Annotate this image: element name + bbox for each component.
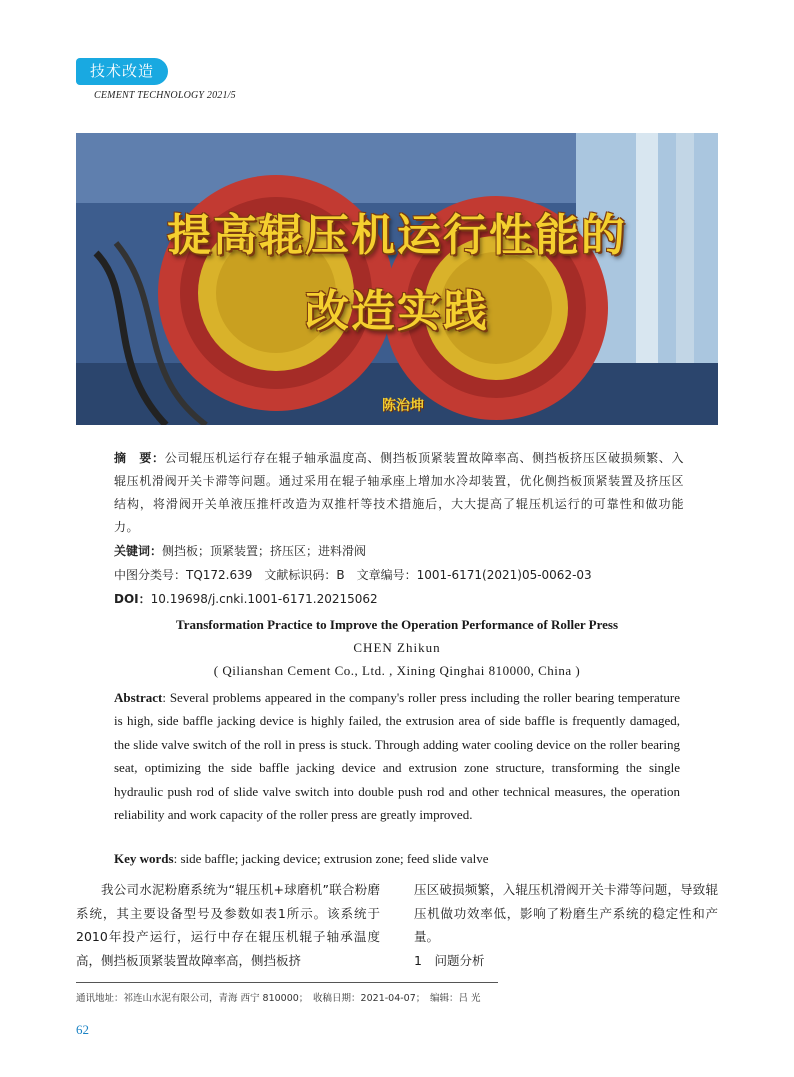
en-affiliation: ( Qilianshan Cement Co., Ltd. , Xining Qinghai 810000, China ) — [213, 663, 581, 678]
doi-value[interactable]: 10.19698/j.cnki.1001-6171.20215062 — [150, 592, 378, 606]
footnote-divider — [76, 982, 498, 983]
en-author: CHEN Zhikun — [353, 640, 441, 655]
doi-label: DOI： — [114, 592, 151, 606]
classification-line: 中图分类号：TQ172.639 文献标识码：B 文章编号：1001-6171(2021)05-0062-03 — [114, 568, 592, 582]
en-keywords-text: : side baffle; jacking device; extrusion zone; feed slide valve — [173, 851, 489, 866]
section-heading: 1 问题分析 — [414, 952, 485, 968]
body-paragraph: 我公司水泥粉磨系统为“辊压机+球磨机”联合粉磨系统，其主要设备型号及参数如表1所示。该系统于2010年投产运行，运行中存在辊压机辊子轴承温度高，侧挡板顶紧装置故障率高，侧挡板挤 — [76, 882, 380, 968]
en-title: Transformation Practice to Improve the Operation Performance of Roller Press — [176, 617, 618, 632]
page-number: 62 — [76, 1022, 89, 1037]
cn-abstract-label: 摘 要： — [114, 451, 165, 465]
cn-keywords — [114, 540, 684, 563]
cn-keywords-label: 关键词： — [114, 544, 163, 558]
en-keywords-label: Key words — [114, 851, 174, 866]
doi-line — [114, 588, 684, 611]
section-tag: 技术改造 — [76, 58, 168, 85]
author-name-cn: 陈治坤 — [382, 398, 424, 414]
article-title-line2: 改造实践 — [305, 286, 489, 337]
footnote: 通讯地址：祁连山水泥有限公司，青海 西宁 810000； 收稿日期：2021-04-07； 编辑：吕 光 — [76, 993, 481, 1004]
cn-abstract — [114, 447, 684, 539]
journal-running-head: CEMENT TECHNOLOGY 2021/5 — [94, 90, 236, 101]
en-keywords — [114, 851, 680, 867]
article-title-line1: 提高辊压机运行性能的 — [167, 210, 627, 261]
body-column-left — [76, 878, 380, 972]
hero-image — [76, 133, 718, 425]
en-abstract-text: : Several problems appeared in the company's roller press including the roller bearing temperature is high, side baffle jacking device is highly failed, the extrusion area of side baffle is frequently damaged, the slide valve switch of the roll in press is stuck. Through adding water cooling device on the roller bearing seat, optimizing the side baffle jacking device and extrusion zone structure, transforming the single hydraulic push rod of slide valve switch into double push rod and other technical measures, the operation reliability and work capacity of the roller press are greatly improved. — [114, 690, 680, 823]
en-abstract — [114, 686, 680, 826]
body-paragraph-continued: 压区破损频繁，入辊压机滑阀开关卡滞等问题，导致辊压机做功效率低，影响了粉磨生产系统的稳定性和产量。 — [414, 882, 718, 944]
cn-abstract-text: 公司辊压机运行存在辊子轴承温度高、侧挡板顶紧装置故障率高、侧挡板挤压区破损频繁、入辊压机滑阀开关卡滞等问题。通过采用在辊子轴承座上增加水冷却装置，优化侧挡板顶紧装置及挤压区结构，将滑阀开关单液压推杆改造为双推杆等技术措施后，大大提高了辊压机运行的可靠性和做功能力。 — [114, 451, 684, 534]
cn-keywords-text: 侧挡板；顶紧装置；挤压区；进料滑阀 — [162, 544, 367, 558]
en-abstract-label: Abstract — [114, 690, 163, 705]
body-column-right — [414, 878, 718, 972]
